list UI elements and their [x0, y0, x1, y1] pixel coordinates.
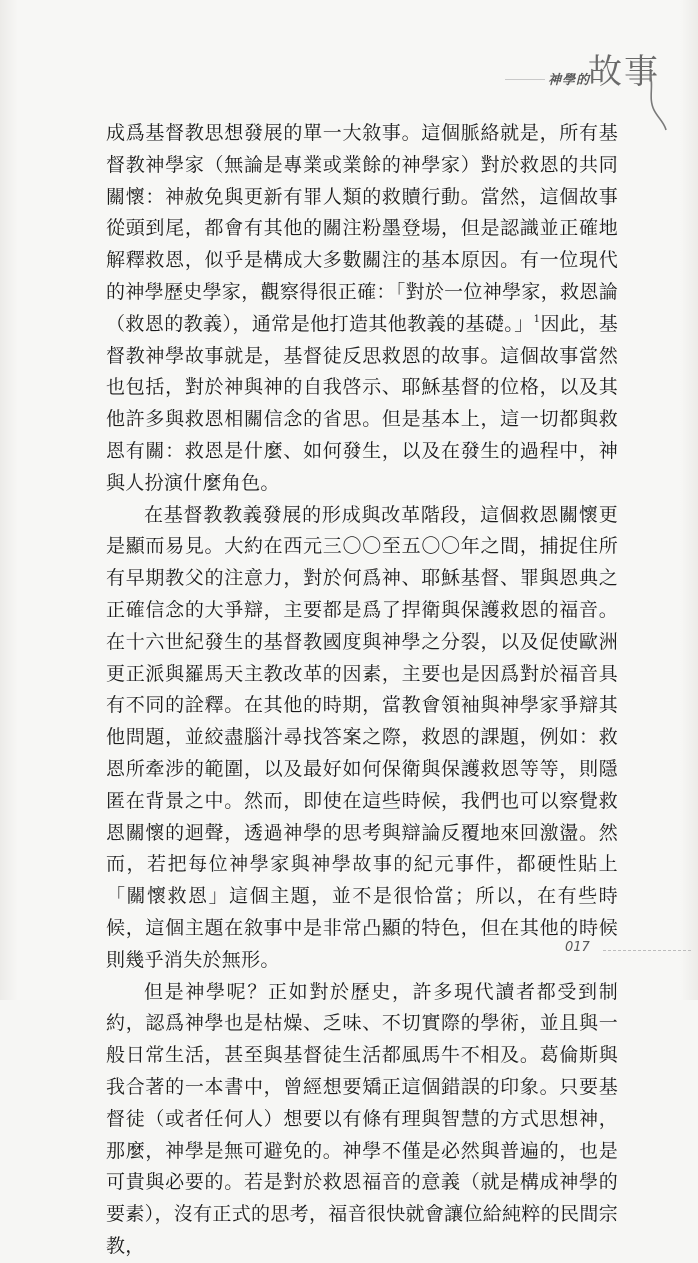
- paragraph-2: 在基督教教義發展的形成與改革階段，這個救恩關懷更是顯而易見。大約在西元三〇〇至五〇〇年之間，捕捉住所有早期教父的注意力，對於何爲神、耶穌基督、罪與恩典之正確信念的大爭辯，主要都是爲了捍衛與保護救恩的福音。在十六世紀發生的基督教國度與神學之分裂，以及促使歐洲更正派與羅馬天主教改革的因素，主要也是因爲對於福音具有不同的詮釋。在其他的時期，當教會領袖與神學家爭辯其他問題，並絞盡腦汁尋找答案之際，救恩的課題，例如：救恩所牽涉的範圍，以及最好如何保衛與保護救恩等等，則隱匿在背景之中。然而，即使在這些時候，我們也可以察覺救恩關懷的迴聲，透過神學的思考與辯論反覆地來回激盪。然而，若把每位神學家與神學故事的紀元事件，都硬性貼上「關懷救恩」這個主題，並不是很恰當；所以，在有些時候，這個主題在敘事中是非常凸顯的特色，但在其他的時候則幾乎消失於無形。: [106, 503, 618, 971]
- paragraph-1: [106, 118, 618, 500]
- folio-dashed-rule: [603, 950, 691, 951]
- running-header-subtitle: 神學的: [548, 73, 591, 88]
- body-text: [106, 118, 618, 1263]
- running-header-title: 故事: [588, 52, 660, 92]
- paragraph-1-text: 成爲基督教思想發展的單一大敘事。這個脈絡就是，所有基督教神學家（無論是專業或業餘的神學家）對於救恩的共同關懷：神赦免與更新有罪人類的救贖行動。當然，這個故事從頭到尾，都會有其他的關注粉墨登場，但是認識並正確地解釋救恩，似乎是構成大多數關注的基本原因。有一位現代的神學歷史學家，觀察得很正確：「對於一位神學家，救恩論（救恩的教義），通常是他打造其他教義的基礎。」: [106, 122, 618, 335]
- header-flourish-ornament: [644, 72, 668, 132]
- footnote-marker[interactable]: 1: [533, 313, 541, 325]
- paragraph-1-continuation: 因此，基督教神學故事就是，基督徒反思救恩的故事。這個故事當然也包括，對於神與神的自我啓示、耶穌基督的位格，以及其他許多與救恩相關信念的省思。但是基本上，這一切都與救恩有關：救恩是什麼、如何發生，以及在發生的過程中，神與人扮演什麼角色。: [106, 312, 619, 494]
- page-number: 017: [565, 940, 590, 955]
- paragraph-3: 但是神學呢？正如對於歷史，許多現代讀者都受到制約，認爲神學也是枯燥、乏味、不切實際的學術，並且與一般日常生活，甚至與基督徒生活都風馬牛不相及。葛倫斯與我合著的一本書中，曾經想要矯正這個錯誤的印象。只要基督徒（或者任何人）想要以有條有理與智慧的方式思想神，那麼，神學是無可避免的。神學不僅是必然與普遍的，也是可貴與必要的。若是對於救恩福音的意義（就是構成神學的要素），沒有正式的思考，福音很快就會讓位給純粹的民間宗教，: [106, 980, 618, 1257]
- header-rule: [505, 79, 545, 80]
